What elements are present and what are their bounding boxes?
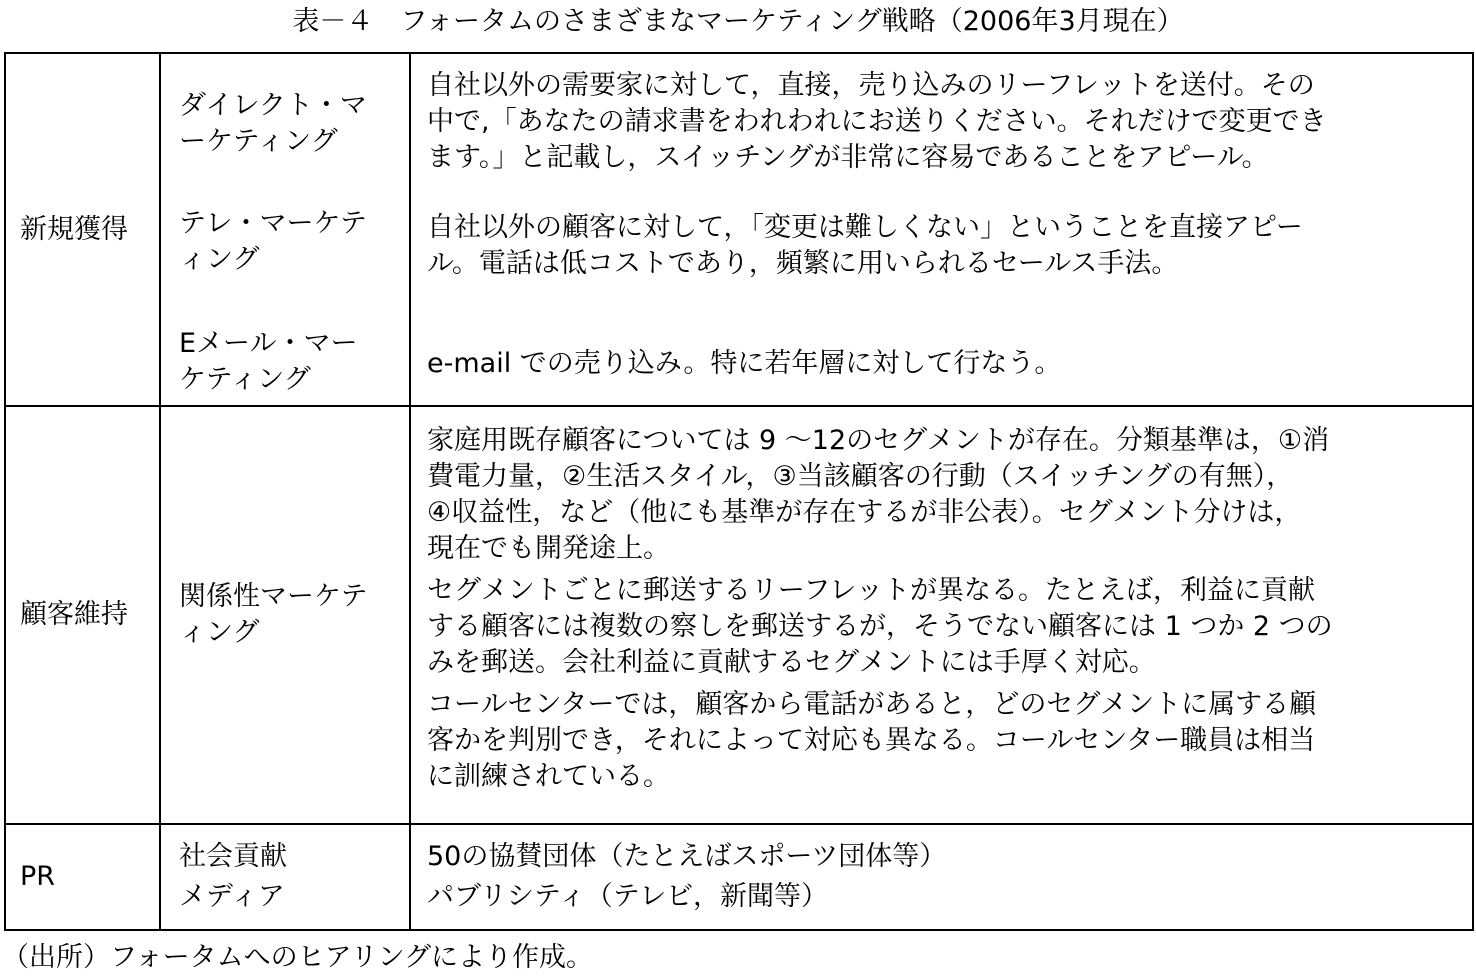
method-cell: [160, 824, 410, 930]
category-cell: [5, 824, 160, 930]
method-name: ダイレクト・マ ーケティング: [179, 90, 367, 157]
description-paragraph: 家庭用既存顧客については 9 ～12のセグメントが存在。分類基準は，①消 費電力量，②生活スタイル，③当該顧客の行動（スイッチングの有無）， ④収益性，など（他にも基準が存在するが非公表）。セグメント分けは， 現在でも開発途上。: [427, 425, 1330, 564]
description-cell: [410, 53, 1473, 406]
description-text: 自社以外の需要家に対して，直接，売り込みのリーフレットを送付。その 中で,「あなたの請求書をわれわれにお送りください。それだけで変更でき ます。」と記載し，スイッチングが非常に容易であることをアピール。: [427, 70, 1327, 173]
table-row: [5, 406, 1473, 824]
marketing-strategy-table: [4, 52, 1474, 931]
method-name: Eメール・マー ケティング: [179, 328, 358, 395]
method-name: テレ・マーケテ ィング: [179, 208, 367, 275]
method-name: メディア: [179, 881, 285, 912]
category-cell: [5, 406, 160, 824]
source-note: （出所）フォータムへのヒアリングにより作成。: [2, 942, 594, 973]
description-text: 自社以外の顧客に対して，「変更は難しくない」ということを直接アピー ル。電話は低コストであり，頻繁に用いられるセールス手法。: [427, 212, 1303, 279]
description-paragraph: コールセンターでは，顧客から電話があると，どのセグメントに属する顧 客かを判別でき，それによって対応も異なる。コールセンター職員は相当 に訓練されている。: [427, 689, 1317, 792]
category-label: 新規獲得: [20, 213, 128, 245]
category-cell: [5, 53, 160, 406]
description-text: 50の協賛団体（たとえばスポーツ団体等）: [427, 841, 947, 872]
table-title: 表－４ フォータムのさまざまなマーケティング戦略（2006年3月現在）: [292, 6, 1184, 37]
description-paragraph: セグメントごとに郵送するリーフレットが異なる。たとえば，利益に貢献 する顧客には複数の察しを郵送するが，そうでない顧客には 1 つか 2 つの みを郵送。会社利益に貢献するセグメントには手厚く対応。: [427, 575, 1333, 678]
description-cell: [410, 824, 1473, 930]
method-name: 社会貢献: [179, 841, 287, 872]
category-label: PR: [20, 861, 56, 892]
method-cell: [160, 53, 410, 406]
table-row: [5, 53, 1473, 406]
description-text: e-mail での売り込み。特に若年層に対して行なう。: [427, 348, 1062, 379]
method-name: 関係性マーケテ ィング: [179, 581, 368, 648]
method-cell: [160, 406, 410, 824]
category-label: 顧客維持: [20, 599, 128, 630]
description-cell: [410, 406, 1473, 824]
description-text: パブリシティ（テレビ，新聞等）: [427, 881, 828, 912]
table-row: [5, 824, 1473, 930]
